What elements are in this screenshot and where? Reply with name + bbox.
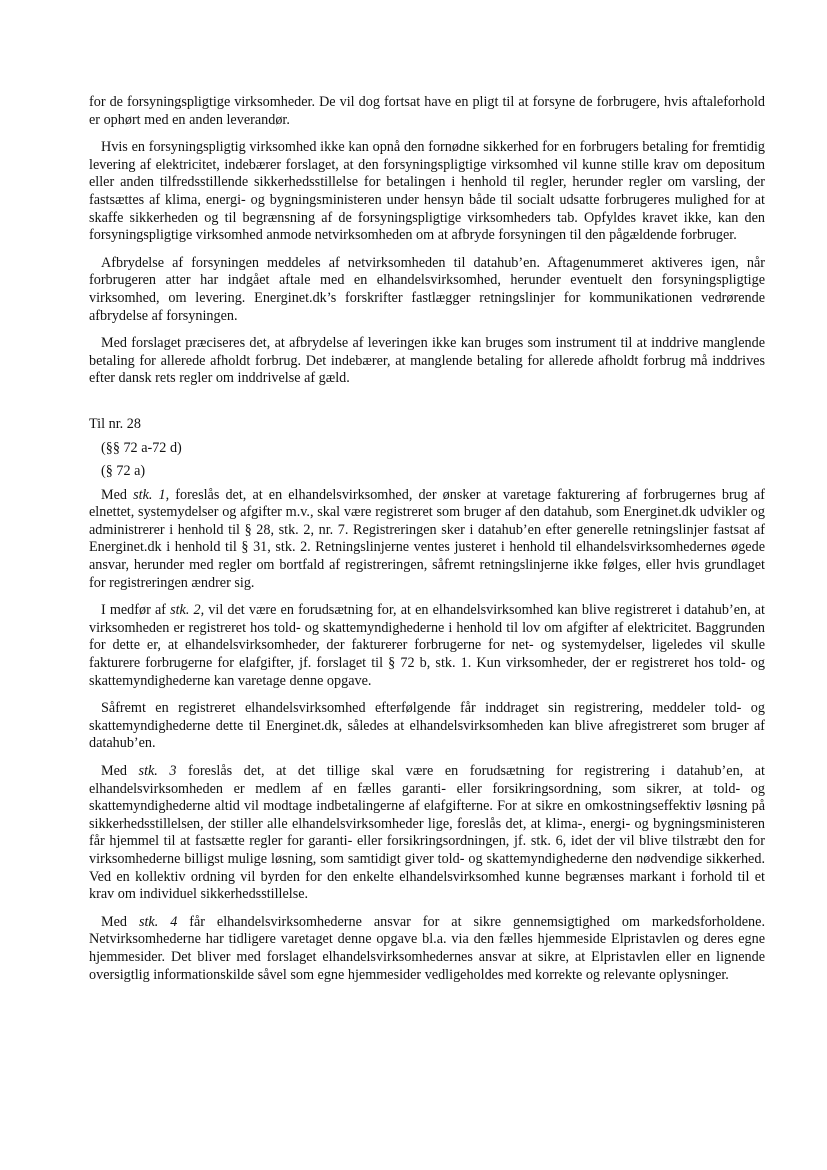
paragraph: Med stk. 3 foreslås det, at det tillige skal være en forudsætning for registrering i datahub’en, at elhandelsvirksomheden er medlem af en fælles garanti- eller forsikringsordning, som sikrer, at told- og skattemyndighederne altid vil modtage indbetalingerne af elafgifterne. For at sikre en omkostningseffektiv løsning på sikkerhedsstillelsen, der stiller alle elhandelsvirksomheder lige, foreslås det, at klima-, energi- og bygningsministeren får hjemmel til at fastsætte regler for garanti- eller forsikringsordningen, jf. stk. 6, idet der vil blive tilstræbt den for virksomhederne billigst mulige løsning, som samtidigt giver told- og skattemyndighederne den nødvendige sikkerhed. Ved en kollektiv ordning vil byrden for den enkelte elhandelsvirksomhed kunne begrænses markant i forhold til et krav om individuel sikkerhedsstillelse.: [89, 763, 765, 903]
paragraph: Såfremt en registreret elhandelsvirksomhed efterfølgende får inddraget sin registrering, meddeler told- og skattemyndighederne dette til Energinet.dk, således at elhandelsvirksomheden kan blive afregistreret som bruger af datahub’en.: [89, 700, 765, 752]
paragraph: Hvis en forsyningspligtig virksomhed ikke kan opnå den fornødne sikkerhed for en forbrugers betaling for fremtidig levering af elektricitet, indebærer forslaget, at den forsyningspligtige virksomhed vil kunne stille krav om depositum eller anden tilfredsstillende sikkerhedsstillelse for betalingen i henhold til regler, herunder regler om varsling, der fastsættes af klima, energi- og bygningsministeren under hensyn både til socialt udsatte forbrugeres mulighed for at skaffe sikkerheden og til begrænsning af de forsyningspligtige virksomheders tab. Opfyldes kravet ikke, kan den forsyningspligtige virksomhed anmode netvirksomheden om at afbryde forsyningen til den pågældende forbruger.: [89, 139, 765, 244]
paragraph: Med stk. 1, foreslås det, at en elhandelsvirksomhed, der ønsker at varetage fakturering af forbrugernes brug af elnettet, systemydelser og afgifter m.v., skal være registreret som bruger af den datahub, som Energinet.dk udvikler og administrerer i henhold til § 28, stk. 2, nr. 7. Registreringen sker i datahub’en efter generelle retningslinjer fastsat af Energinet.dk i henhold til § 31, stk. 2. Retningslinjerne ventes justeret i henhold til elhandelsvirksomhedernes øgede ansvar, herunder med regler om bortfald af registreringen, såfremt retningslinjerne ikke følges, eller hvis grundlaget for registreringen ændrer sig.: [89, 486, 765, 591]
paragraph: Med forslaget præciseres det, at afbrydelse af leveringen ikke kan bruges som instrument til at inddrive manglende betaling for allerede afholdt forbrug. Det indebærer, at manglende betaling for allerede afholdt forbrug må inddrives efter dansk rets regler om inddrivelse af gæld.: [89, 335, 765, 387]
document-page: [89, 94, 765, 994]
section-label: (§ 72 a): [101, 463, 146, 480]
spacer: [89, 398, 765, 416]
paragraph: Med stk. 4 får elhandelsvirksomhederne ansvar for at sikre gennemsigtighed om markedsforholdene. Netvirksomhederne har tidligere varetaget denne opgave bl.a. via den fælles hjemmeside Elpristavlen og deres egne hjemmesider. Det bliver med forslaget elhandelsvirksomhedernes ansvar at sikre, at Elpristavlen eller en lignende oversigtlig informationskilde såvel som egne hjemmesider vedligeholdes med korrekte og relevante oplysninger.: [89, 913, 765, 983]
paragraph: for de forsyningspligtige virksomheder. De vil dog fortsat have en pligt til at forsyne de forbrugere, hvis aftaleforhold er ophørt med en anden leverandør.: [89, 94, 765, 128]
section-heading: Til nr. 28: [89, 415, 141, 432]
paragraph: I medfør af stk. 2, vil det være en forudsætning for, at en elhandelsvirksomhed kan blive registreret i datahub’en, at virksomheden er registreret hos told- og skattemyndighederne i henhold til lov om afgifter af elektricitet. Baggrunden for dette er, at elhandelsvirksomheder, der fakturerer forbrugerne for net- og systemydelser, ligeledes vil skulle fakturere forbrugerne for elafgifter, jf. forslaget til § 72 b, stk. 1. Kun virksomheder, der er registreret hos told- og skattemyndighederne kan varetage denne opgave.: [89, 602, 765, 689]
paragraph: Afbrydelse af forsyningen meddeles af netvirksomheden til datahub’en. Aftagenummeret aktiveres igen, når forbrugeren atter har indgået aftale med en elhandelsvirksomhed, herunder eventuelt den forsyningspligtige virksomhed, om levering. Energinet.dk’s forskrifter fastlægger retningslinjer for kommunikationen vedrørende afbrydelse af forsyningen.: [89, 254, 765, 324]
section-range: (§§ 72 a-72 d): [101, 439, 182, 456]
